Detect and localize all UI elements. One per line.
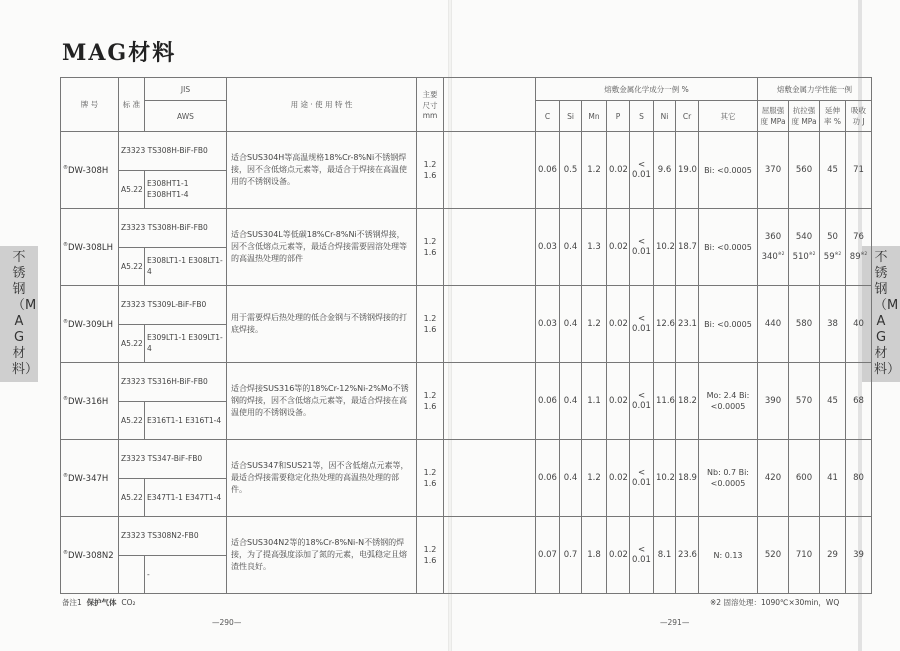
row-aws-std: A5.22: [119, 247, 145, 286]
row-other: Bi: <0.0005: [699, 209, 758, 286]
mech-primary: 80: [853, 473, 864, 483]
row-chem-value: < 0.01: [630, 209, 654, 286]
side-tab-right: 不锈钢（MAG材料）: [862, 246, 900, 382]
mech-primary: 71: [853, 165, 864, 175]
row-chem-value: 0.06: [536, 132, 560, 209]
note-mark: ※2: [834, 252, 842, 258]
row-usage: 适合SUS347和SUS21等，因不含低熔点元素等，最适合焊接需要稳定化热处理的高温热处理的部件。: [227, 440, 417, 517]
mech-primary: 29: [827, 550, 838, 560]
row-chem-value: < 0.01: [630, 132, 654, 209]
row-mech-value: [758, 286, 789, 363]
row-chem-value: 8.1: [654, 517, 676, 594]
row-usage: 适合SUS304H等高温规格18%Cr-8%Ni不锈钢焊接，因不含低熔点元素等，最适合于焊接在高温使用的不锈钢设备。: [227, 132, 417, 209]
row-other: Bi: <0.0005: [699, 286, 758, 363]
row-mech-value: [846, 286, 872, 363]
row-chem-value: 0.02: [607, 209, 630, 286]
header-blank: [444, 78, 536, 132]
registered-mark: ®: [63, 318, 68, 325]
row-chem-value: 1.8: [582, 517, 607, 594]
row-aws-std: A5.22: [119, 170, 145, 209]
mech-secondary: 510: [792, 252, 809, 262]
mech-primary: 390: [764, 396, 782, 406]
registered-mark: ®: [63, 395, 68, 402]
spec-table: [60, 77, 872, 594]
header-jis: JIS: [145, 78, 227, 101]
note-mark: ※2: [808, 252, 816, 258]
row-other: N: 0.13: [699, 517, 758, 594]
row-jis: Z3323 TS316H-BiF-FB0: [119, 363, 227, 402]
row-mech-value: [820, 286, 846, 363]
row-aws: E309LT1-1 E309LT1-4: [145, 324, 227, 363]
row-jis: Z3323 TS347-BiF-FB0: [119, 440, 227, 479]
row-mech-value: [846, 132, 872, 209]
header-usage: 用 途 · 使 用 特 性: [227, 78, 417, 132]
row-chem-value: 23.6: [676, 517, 699, 594]
footnote-solution-treatment: ※2 固溶处理：1090℃×30min，WQ: [710, 598, 840, 607]
header-chem-group: 熔敷金属化学成分一例 %: [536, 78, 758, 101]
header-other: 其它: [699, 101, 758, 132]
row-chem-value: 1.1: [582, 363, 607, 440]
row-chem-value: 19.0: [676, 132, 699, 209]
row-mech-value: [789, 209, 820, 286]
row-mech-value: [820, 132, 846, 209]
header-elongation: 延伸率 %: [820, 101, 846, 132]
table-row: [61, 209, 872, 248]
row-chem-value: 0.4: [560, 363, 582, 440]
row-chem-value: 0.4: [560, 286, 582, 363]
header-p: P: [607, 101, 630, 132]
row-chem-value: 12.6: [654, 286, 676, 363]
row-mech-value: [820, 363, 846, 440]
row-chem-value: < 0.01: [630, 440, 654, 517]
registered-mark: ®: [63, 241, 68, 248]
row-usage: 适合SUS304N2等的18%Cr-8%Ni-N不锈钢的焊接，为了提高强度添加了氮的元素，电弧稳定且熔渣性良好。: [227, 517, 417, 594]
row-mech-value: [846, 209, 872, 286]
row-chem-value: 1.2: [582, 286, 607, 363]
header-cr: Cr: [676, 101, 699, 132]
row-aws: E316T1-1 E316T1-4: [145, 401, 227, 440]
row-blank: [444, 286, 536, 363]
row-brand: [61, 286, 119, 363]
row-aws-std: A5.22: [119, 401, 145, 440]
page-number-right: —291—: [660, 618, 690, 627]
mech-primary: 39: [853, 550, 864, 560]
row-chem-value: 18.7: [676, 209, 699, 286]
mech-primary: 420: [764, 473, 782, 483]
footnote-shielding-gas: 备注1 保护气体 CO₂: [62, 598, 136, 607]
note-mark: ※2: [777, 252, 785, 258]
row-chem-value: 0.06: [536, 363, 560, 440]
row-mech-value: [820, 440, 846, 517]
header-aws: AWS: [145, 101, 227, 132]
row-other: Nb: 0.7 Bi: <0.0005: [699, 440, 758, 517]
row-jis: Z3323 TS309L-BiF-FB0: [119, 286, 227, 325]
row-chem-value: 18.2: [676, 363, 699, 440]
row-chem-value: 10.2: [654, 209, 676, 286]
row-usage: 适合焊接SUS316等的18%Cr-12%Ni-2%Mo不锈钢的焊接，因不含低熔点元素等，最适合焊接在高温使用的不锈钢设备。: [227, 363, 417, 440]
mech-primary: 570: [795, 396, 813, 406]
brand-name: DW-308LH: [68, 242, 114, 253]
row-chem-value: 0.03: [536, 209, 560, 286]
row-chem-value: 9.6: [654, 132, 676, 209]
registered-mark: ®: [63, 164, 68, 171]
mech-primary: 68: [853, 396, 864, 406]
row-brand: [61, 517, 119, 594]
row-chem-value: 18.9: [676, 440, 699, 517]
row-blank: [444, 209, 536, 286]
row-chem-value: 0.03: [536, 286, 560, 363]
header-impact: 吸收功 J: [846, 101, 872, 132]
header-si: Si: [560, 101, 582, 132]
table-row: [61, 363, 872, 402]
row-brand: [61, 440, 119, 517]
row-blank: [444, 132, 536, 209]
brand-name: DW-347H: [68, 473, 109, 484]
header-mech-group: 熔敷金属力学性能一例: [758, 78, 872, 101]
header-yield: 屈服强度 MPa: [758, 101, 789, 132]
row-chem-value: 1.3: [582, 209, 607, 286]
brand-name: DW-308N2: [68, 550, 114, 561]
row-aws-std: [119, 555, 145, 594]
row-mech-value: [820, 209, 846, 286]
mech-primary: 440: [764, 319, 782, 329]
row-other: Bi: <0.0005: [699, 132, 758, 209]
mech-primary: 45: [827, 396, 838, 406]
mech-solution-treated: [791, 252, 817, 262]
row-chem-value: 0.4: [560, 209, 582, 286]
row-aws: E308LT1-1 E308LT1-4: [145, 247, 227, 286]
mech-solution-treated: [822, 252, 843, 262]
registered-mark: ®: [63, 472, 68, 479]
row-chem-value: 1.2: [582, 440, 607, 517]
row-chem-value: < 0.01: [630, 517, 654, 594]
row-mech-value: [789, 363, 820, 440]
mech-primary: 710: [795, 550, 813, 560]
row-chem-value: 23.1: [676, 286, 699, 363]
header-ni: Ni: [654, 101, 676, 132]
row-chem-value: 0.5: [560, 132, 582, 209]
mech-solution-treated: [848, 252, 869, 262]
page-number-left: —290—: [212, 618, 242, 627]
row-aws-std: A5.22: [119, 324, 145, 363]
table-row: [61, 132, 872, 171]
table-row: [61, 517, 872, 556]
row-chem-value: < 0.01: [630, 363, 654, 440]
side-tab-left: 不锈钢（MAG材料）: [0, 246, 38, 382]
header-standard: 标 准: [119, 78, 145, 132]
row-mech-value: [789, 440, 820, 517]
row-jis: Z3323 TS308H-BiF-FB0: [119, 209, 227, 248]
mech-solution-treated: [760, 252, 786, 262]
brand-name: DW-309LH: [68, 319, 114, 330]
row-usage: 用于需要焊后热处理的低合金钢与不锈钢焊接的打底焊接。: [227, 286, 417, 363]
mech-primary: 76: [853, 232, 864, 242]
mech-secondary: 340: [761, 252, 778, 262]
row-blank: [444, 363, 536, 440]
row-chem-value: < 0.01: [630, 286, 654, 363]
registered-mark: ®: [63, 549, 68, 556]
row-mech-value: [758, 132, 789, 209]
mech-primary: 38: [827, 319, 838, 329]
row-chem-value: 1.2: [582, 132, 607, 209]
row-diameter: 1.2 1.6: [417, 363, 444, 440]
row-chem-value: 0.02: [607, 132, 630, 209]
row-mech-value: [820, 517, 846, 594]
row-diameter: 1.2 1.6: [417, 286, 444, 363]
row-mech-value: [758, 209, 789, 286]
mech-primary: 45: [827, 165, 838, 175]
brand-name: DW-308H: [68, 165, 109, 176]
mech-secondary: 89: [849, 252, 861, 262]
row-other: Mo: 2.4 Bi: <0.0005: [699, 363, 758, 440]
row-mech-value: [758, 440, 789, 517]
mech-primary: 540: [795, 232, 813, 242]
mech-primary: 370: [764, 165, 782, 175]
row-mech-value: [758, 363, 789, 440]
header-s: S: [630, 101, 654, 132]
row-aws: E347T1-1 E347T1-4: [145, 478, 227, 517]
note-mark: ※2: [860, 252, 868, 258]
row-jis: Z3323 TS308H-BiF-FB0: [119, 132, 227, 171]
table-row: [61, 440, 872, 479]
row-mech-value: [789, 286, 820, 363]
row-mech-value: [758, 517, 789, 594]
row-blank: [444, 440, 536, 517]
row-chem-value: 0.4: [560, 440, 582, 517]
row-blank: [444, 517, 536, 594]
row-chem-value: 0.02: [607, 440, 630, 517]
header-c: C: [536, 101, 560, 132]
header-mn: Mn: [582, 101, 607, 132]
brand-name: DW-316H: [68, 396, 109, 407]
row-mech-value: [846, 440, 872, 517]
row-chem-value: 0.02: [607, 286, 630, 363]
page-title: MAG材料: [62, 40, 177, 66]
row-mech-value: [789, 132, 820, 209]
row-chem-value: 11.6: [654, 363, 676, 440]
row-aws: -: [145, 555, 227, 594]
row-diameter: 1.2 1.6: [417, 209, 444, 286]
row-brand: [61, 363, 119, 440]
row-chem-value: 0.07: [536, 517, 560, 594]
mech-primary: 41: [827, 473, 838, 483]
row-usage: 适合SUS304L等低碳18%Cr-8%Ni不锈钢焊接，因不含低熔点元素等，最适合焊接需要固溶处理等的高温热处理的部件: [227, 209, 417, 286]
mech-primary: 360: [764, 232, 782, 242]
mech-primary: 600: [795, 473, 813, 483]
header-diameter: 主要尺寸 mm: [417, 78, 444, 132]
row-diameter: 1.2 1.6: [417, 440, 444, 517]
header-brand: 牌 号: [61, 78, 119, 132]
row-chem-value: 0.02: [607, 363, 630, 440]
row-jis: Z3323 TS308N2-FB0: [119, 517, 227, 556]
row-mech-value: [846, 517, 872, 594]
row-brand: [61, 132, 119, 209]
mech-secondary: 59: [823, 252, 835, 262]
row-diameter: 1.2 1.6: [417, 517, 444, 594]
mech-primary: 560: [795, 165, 813, 175]
mech-primary: 580: [795, 319, 813, 329]
mech-primary: 40: [853, 319, 864, 329]
row-chem-value: 0.02: [607, 517, 630, 594]
mech-primary: 520: [764, 550, 782, 560]
row-mech-value: [789, 517, 820, 594]
mech-primary: 50: [827, 232, 838, 242]
row-chem-value: 0.06: [536, 440, 560, 517]
table-row: [61, 286, 872, 325]
row-mech-value: [846, 363, 872, 440]
row-aws: E308HT1-1 E308HT1-4: [145, 170, 227, 209]
row-chem-value: 0.7: [560, 517, 582, 594]
row-aws-std: A5.22: [119, 478, 145, 517]
row-diameter: 1.2 1.6: [417, 132, 444, 209]
row-chem-value: 10.2: [654, 440, 676, 517]
header-tensile: 抗拉强度 MPa: [789, 101, 820, 132]
row-brand: [61, 209, 119, 286]
